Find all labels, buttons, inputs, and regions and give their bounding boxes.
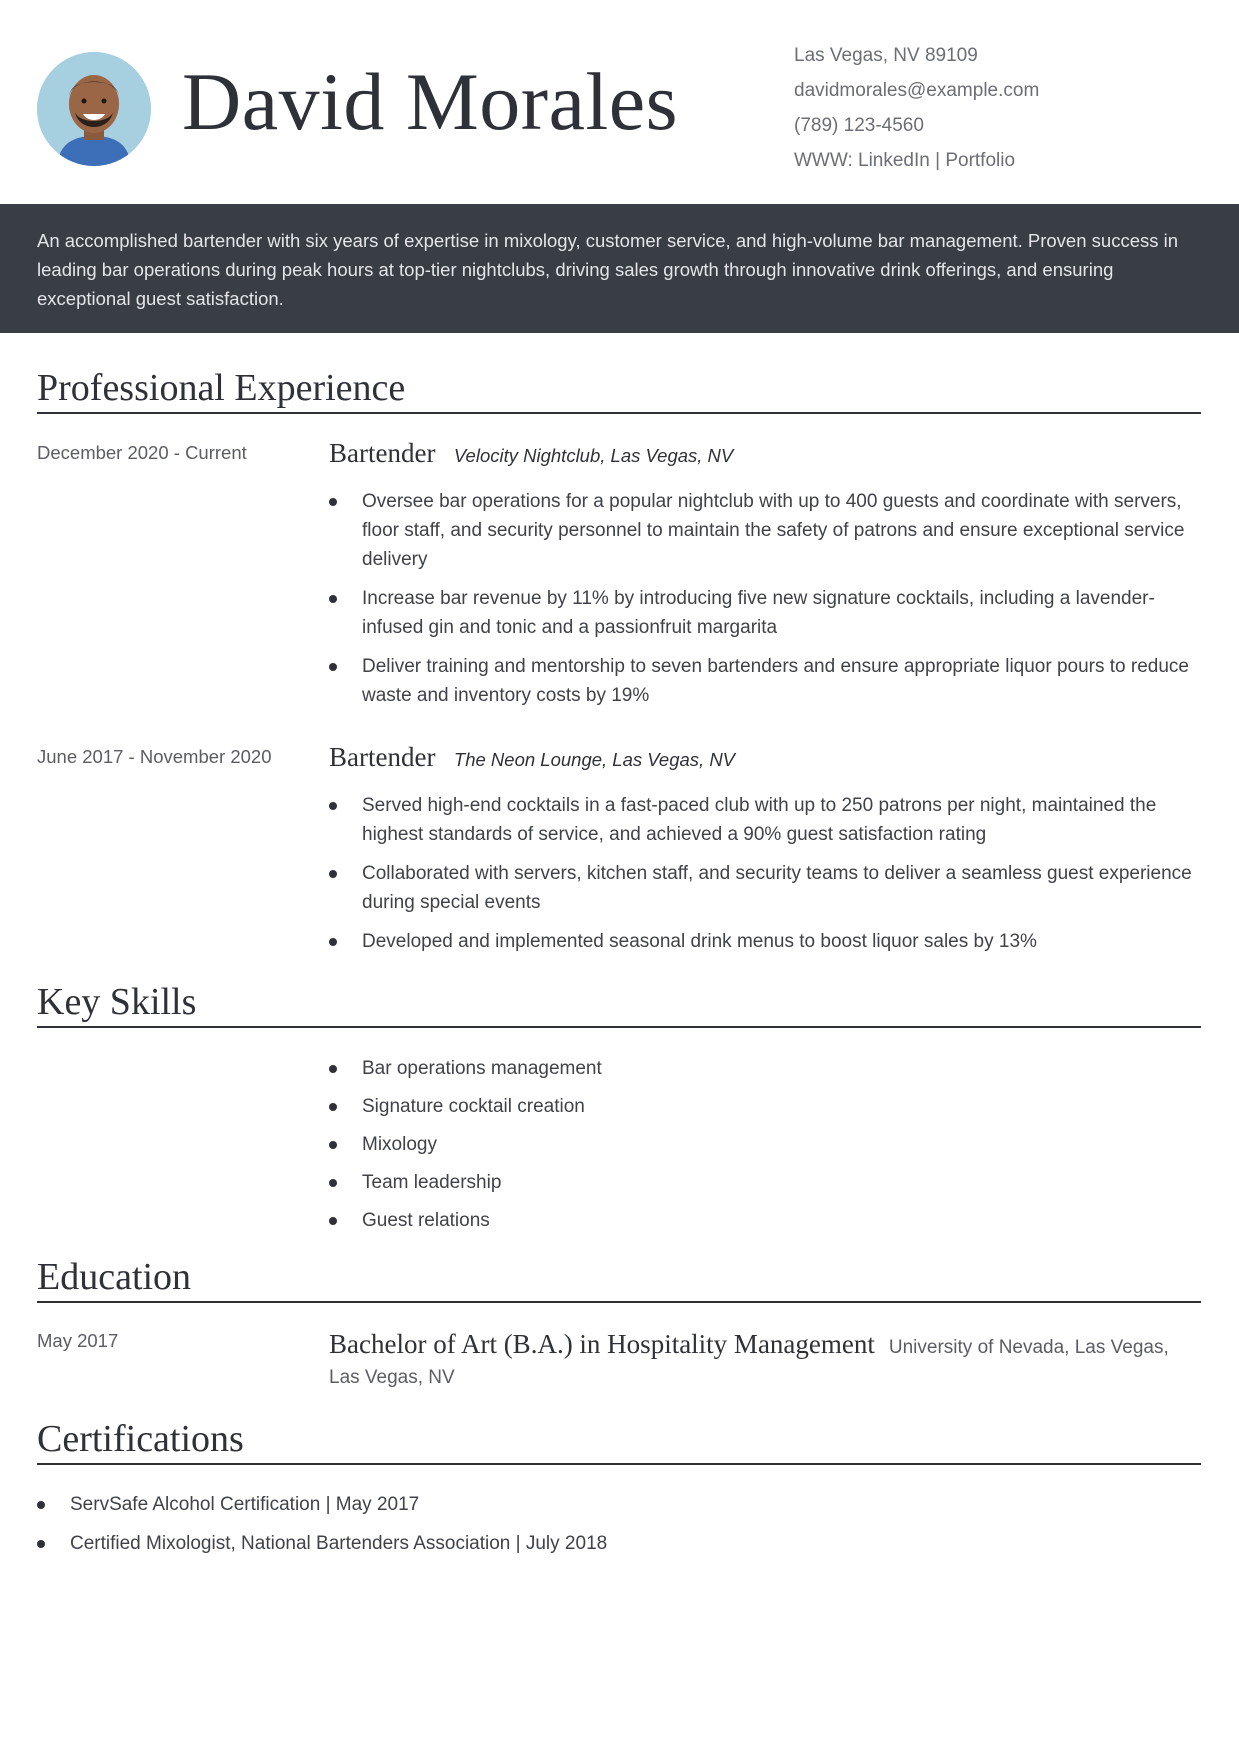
resume-header xyxy=(0,0,1239,204)
bullet-icon xyxy=(329,1103,337,1111)
avatar xyxy=(37,52,151,166)
list-item: Increase bar revenue by 11% by introducing five new signature cocktails, including a lavender-infused gin and tonic and a passionfruit margarita xyxy=(329,584,1201,642)
candidate-name: David Morales xyxy=(182,56,679,147)
bullet-icon xyxy=(329,595,337,603)
list-item: Guest relations xyxy=(329,1206,1201,1235)
job-header xyxy=(329,742,735,773)
bullet-icon xyxy=(329,802,337,810)
bullet-icon xyxy=(329,870,337,878)
certifications-heading: Certifications xyxy=(37,1417,1201,1465)
education-heading: Education xyxy=(37,1255,1201,1303)
bullet-icon xyxy=(329,498,337,506)
job-dates: December 2020 - Current xyxy=(37,442,247,463)
list-item: Collaborated with servers, kitchen staff, and security teams to deliver a seamless guest experience during special events xyxy=(329,859,1201,917)
bullet-icon xyxy=(329,1065,337,1073)
list-item: Certified Mixologist, National Bartenders Association | July 2018 xyxy=(37,1529,1201,1558)
job-bullets xyxy=(329,791,1201,966)
list-item: ServSafe Alcohol Certification | May 2017 xyxy=(37,1490,1201,1519)
list-item: Deliver training and mentorship to seven bartenders and ensure appropriate liquor pours to reduce waste and inventory costs by 19% xyxy=(329,652,1201,710)
bullet-icon xyxy=(37,1540,45,1548)
web-links[interactable]: WWW: LinkedIn | Portfolio xyxy=(794,150,1016,171)
summary-text: An accomplished bartender with six years of expertise in mixology, customer service, and high-volume bar management. Proven success in leading bar operations during peak hours at top-tier nightclubs, driving sales growth through innovative drink offerings, and ensuring exceptional guest satisfaction. xyxy=(37,230,1179,309)
skills-heading: Key Skills xyxy=(37,980,1201,1028)
location: Las Vegas, NV 89109 xyxy=(794,45,978,66)
education-entry xyxy=(329,1330,1201,1393)
education-date: May 2017 xyxy=(37,1330,119,1351)
certifications-list xyxy=(37,1490,1201,1568)
bullet-icon xyxy=(329,1179,337,1187)
job-header xyxy=(329,438,733,469)
list-item: Developed and implemented seasonal drink menus to boost liquor sales by 13% xyxy=(329,927,1201,956)
phone: (789) 123-4560 xyxy=(794,115,924,136)
bullet-icon xyxy=(329,1141,337,1149)
email[interactable]: davidmorales@example.com xyxy=(794,80,1040,101)
contact-info xyxy=(794,38,1039,178)
list-item: Served high-end cocktails in a fast-paced club with up to 250 patrons per night, maintained the highest standards of service, and achieved a 90% guest satisfaction rating xyxy=(329,791,1201,849)
summary-band xyxy=(0,204,1239,333)
bullet-icon xyxy=(329,1217,337,1225)
list-item: Team leadership xyxy=(329,1168,1201,1197)
experience-heading: Professional Experience xyxy=(37,366,1201,414)
school: University of Nevada, Las Vegas, Las Vegas, NV xyxy=(329,1337,1169,1388)
job-title: Bartender xyxy=(329,438,436,468)
bullet-icon xyxy=(329,938,337,946)
bullet-icon xyxy=(37,1501,45,1509)
job-company: The Neon Lounge, Las Vegas, NV xyxy=(453,749,736,770)
job-title: Bartender xyxy=(329,742,436,772)
job-bullets xyxy=(329,487,1201,720)
skills-list xyxy=(329,1054,1201,1244)
profile-photo xyxy=(37,52,151,166)
bullet-icon xyxy=(329,663,337,671)
degree: Bachelor of Art (B.A.) in Hospitality Management xyxy=(329,1329,875,1359)
list-item: Bar operations management xyxy=(329,1054,1201,1083)
list-item: Signature cocktail creation xyxy=(329,1092,1201,1121)
list-item: Mixology xyxy=(329,1130,1201,1159)
job-company: Velocity Nightclub, Las Vegas, NV xyxy=(453,445,734,466)
job-dates: June 2017 - November 2020 xyxy=(37,746,272,767)
list-item: Oversee bar operations for a popular nightclub with up to 400 guests and coordinate with servers, floor staff, and security personnel to maintain the safety of patrons and ensure exceptional service delivery xyxy=(329,487,1201,574)
